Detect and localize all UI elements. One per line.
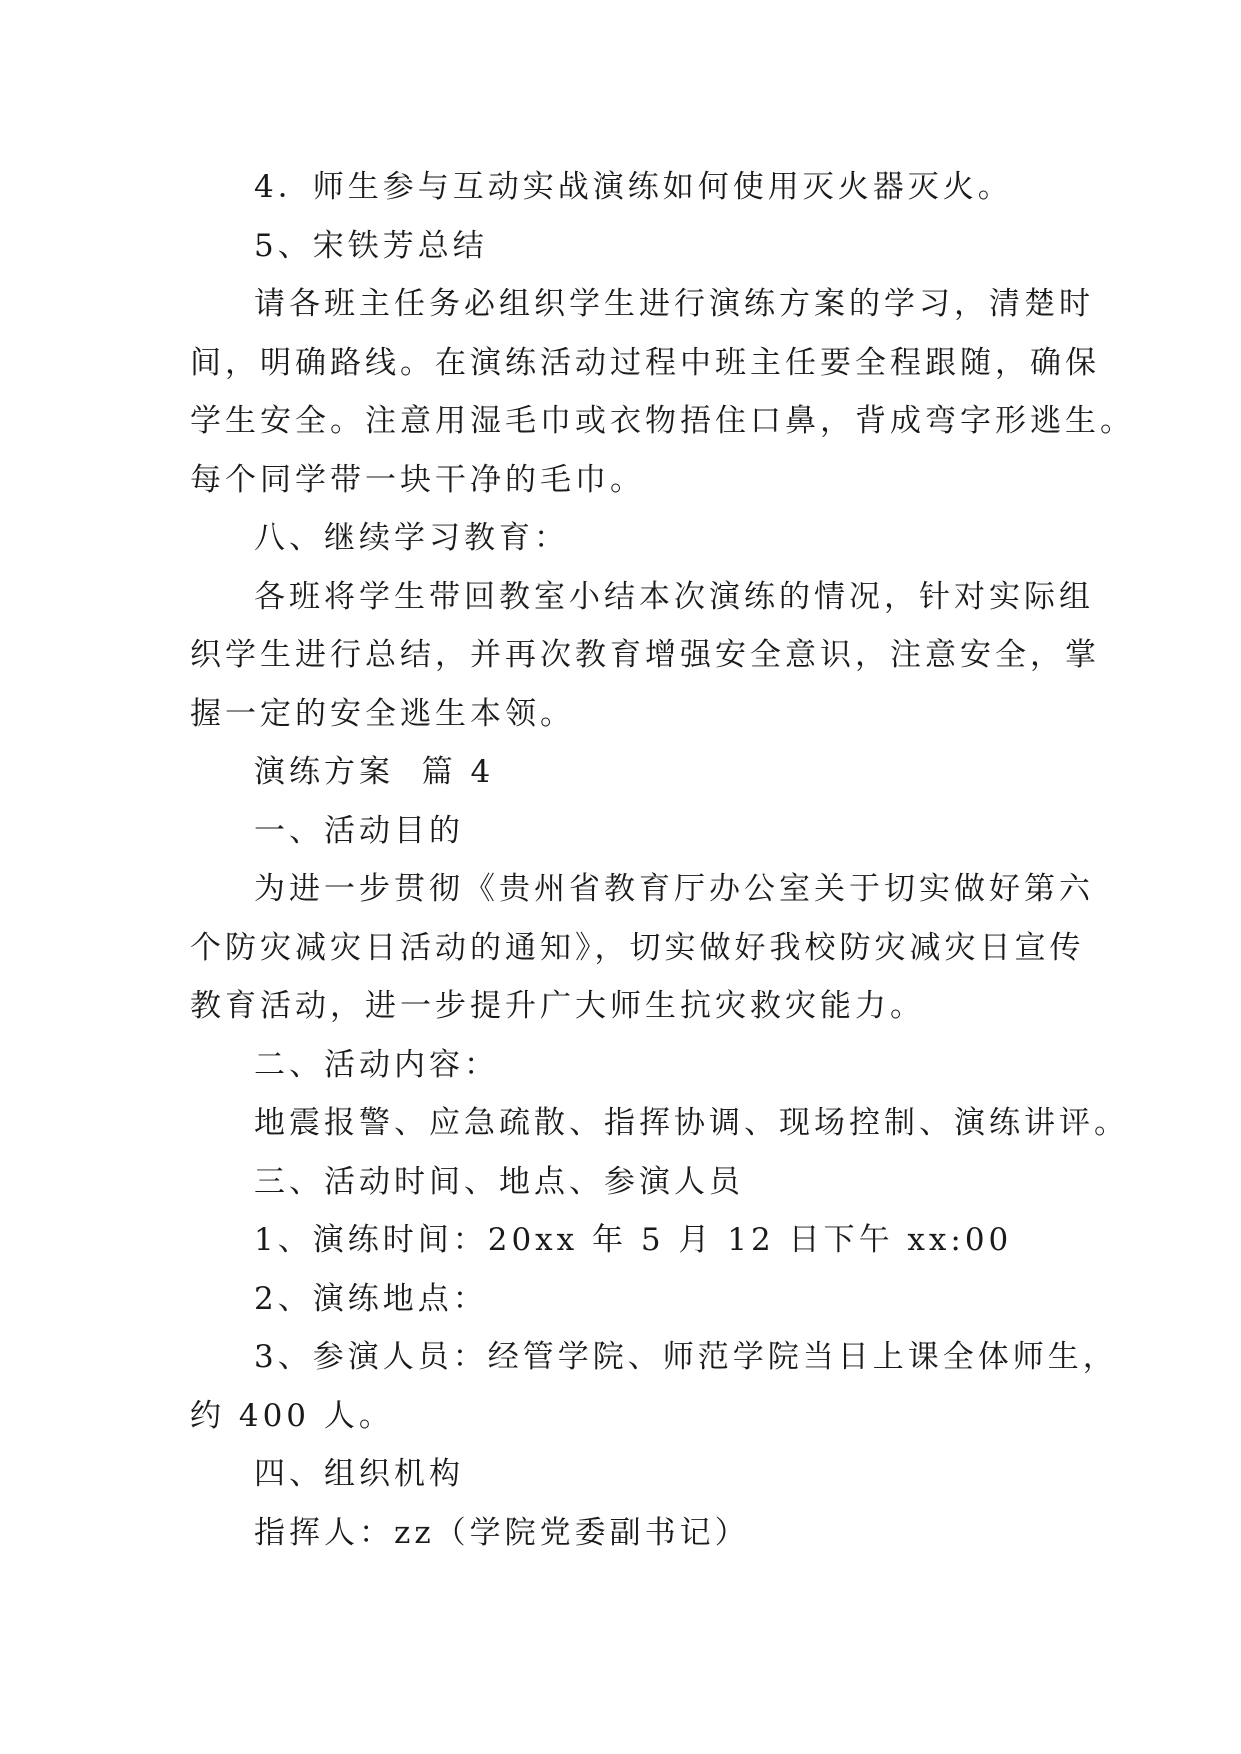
- text-line: 3、参演人员：经管学院、师范学院当日上课全体师生，: [254, 1339, 1118, 1375]
- section-heading-continue-education: [190, 509, 1050, 568]
- text-line: 指挥人：zz（学院党委副书记）: [254, 1514, 750, 1551]
- paragraph-commander: [190, 1504, 1050, 1563]
- paragraph-participants: [190, 1328, 1118, 1445]
- text-line: 请各班主任务必组织学生进行演练方案的学习，清楚时: [254, 286, 1094, 322]
- section-heading-organization: [190, 1445, 1050, 1504]
- text-line: 1、演练时间：20xx 年 5 月 12 日下午 xx:00: [254, 1222, 1013, 1258]
- text-line: 地震报警、应急疏散、指挥协调、现场控制、演练讲评。: [254, 1105, 1129, 1141]
- section-heading-content: [190, 1036, 1050, 1095]
- text-line: 八、继续学习教育：: [254, 520, 569, 556]
- text-line: 四、组织机构: [254, 1456, 464, 1492]
- text-line: 各班将学生带回教室小结本次演练的情况，针对实际组: [254, 578, 1094, 615]
- text-line: 约 400 人。: [190, 1397, 394, 1434]
- text-line: 演练方案 篇 4: [254, 754, 495, 790]
- paragraph-drill-place: [190, 1270, 1050, 1329]
- text-line: 每个同学带一块干净的毛巾。: [190, 461, 645, 498]
- section-heading-purpose: [190, 802, 1050, 861]
- paragraph-class-summary: [190, 568, 1100, 744]
- document-body: [190, 158, 1135, 1562]
- paragraph-step-5: [190, 217, 1050, 276]
- paragraph-class-teacher-instructions: [190, 275, 1135, 509]
- text-line: 个防灾减灾日活动的通知》，切实做好我校防灾减灾日宣传: [190, 929, 1085, 966]
- document-section-title: [190, 743, 1050, 802]
- paragraph-purpose: [190, 860, 1094, 1036]
- paragraph-drill-time: [190, 1211, 1050, 1270]
- text-line: 三、活动时间、地点、参演人员: [254, 1163, 744, 1200]
- paragraph-content: [190, 1094, 1129, 1153]
- text-line: 2、演练地点：: [254, 1280, 488, 1317]
- section-heading-time-place-participants: [190, 1153, 1050, 1212]
- text-line: 二、活动内容：: [254, 1046, 499, 1083]
- text-line: 间，明确路线。在演练活动过程中班主任要全程跟随，确保: [190, 344, 1100, 381]
- text-line: 学生安全。注意用湿毛巾或衣物捂住口鼻，背成弯字形逃生。: [190, 403, 1135, 439]
- text-line: 5、宋铁芳总结: [254, 227, 488, 264]
- text-line: 织学生进行总结，并再次教育增强安全意识，注意安全，掌: [190, 637, 1100, 673]
- text-line: 为进一步贯彻《贵州省教育厅办公室关于切实做好第六: [254, 871, 1094, 907]
- text-line: 握一定的安全逃生本领。: [190, 695, 575, 732]
- text-line: 4．师生参与互动实战演练如何使用灭火器灭火。: [254, 169, 1013, 205]
- text-line: 一、活动目的: [254, 812, 464, 849]
- text-line: 教育活动，进一步提升广大师生抗灾救灾能力。: [190, 988, 925, 1024]
- paragraph-step-4: [190, 158, 1050, 217]
